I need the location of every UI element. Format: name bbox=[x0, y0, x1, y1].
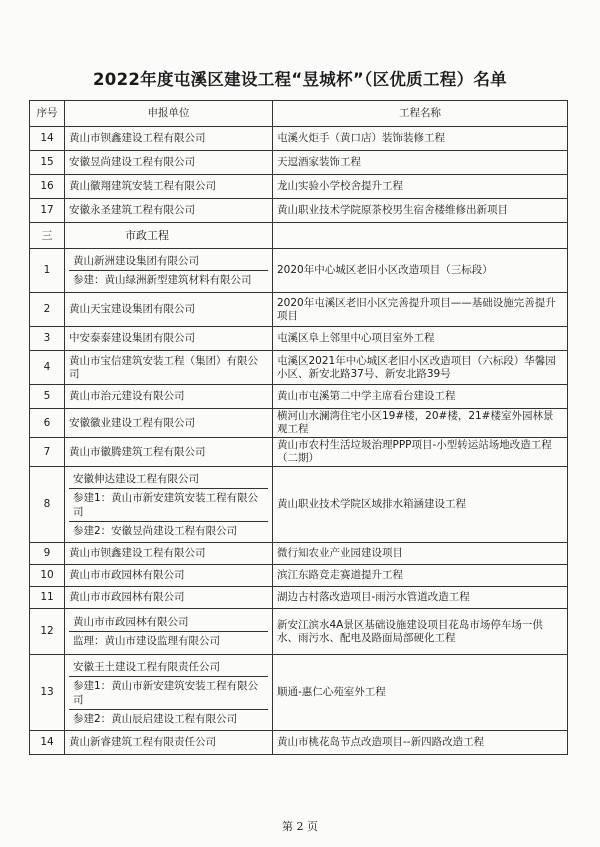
project-name: 滨江东路竞走赛道提升工程 bbox=[273, 565, 568, 587]
table-row bbox=[30, 609, 568, 655]
project-name: 新安江滨水4A景区基础设施建设项目花岛市场停车场一供水、雨污水、配电及路面局部硬化工程 bbox=[273, 609, 568, 655]
project-name: 黄山市屯溪第二中学主席看台建设工程 bbox=[273, 385, 568, 409]
project-name: 微行知农业产业园建设项目 bbox=[273, 543, 568, 565]
row-number: 10 bbox=[30, 565, 65, 587]
table-row bbox=[30, 543, 568, 565]
project-name: 横河山水澜湾住宅小区19#楼，20#楼，21#楼室外园林景观工程 bbox=[273, 409, 568, 438]
section-row bbox=[30, 223, 568, 249]
row-number: 5 bbox=[30, 385, 65, 409]
applicant-unit: 中安泰泰建设集团有限公司 bbox=[65, 327, 273, 351]
applicant-unit-line: 参建2：安徽昱尚建设工程有限公司 bbox=[73, 524, 238, 537]
header-unit: 申报单位 bbox=[65, 101, 273, 127]
applicant-unit-line: 黄山市市政园林有限公司 bbox=[69, 613, 268, 632]
applicant-unit: 黄山市徽腾建筑工程有限公司 bbox=[65, 438, 273, 467]
page-title: 2022年度屯溪区建设工程“昱城杯”（区优质工程）名单 bbox=[93, 70, 507, 89]
project-name: 2020年屯溪区老旧小区完善提升项目——基础设施完善提升项目 bbox=[273, 293, 568, 327]
section-number: 三 bbox=[30, 223, 65, 249]
applicant-units bbox=[65, 609, 273, 655]
table-row bbox=[30, 249, 568, 293]
row-number: 13 bbox=[30, 655, 65, 731]
project-name: 龙山实验小学校舍提升工程 bbox=[273, 175, 568, 199]
table-row bbox=[30, 127, 568, 151]
table-row bbox=[30, 293, 568, 327]
table-row bbox=[30, 151, 568, 175]
row-number: 11 bbox=[30, 587, 65, 609]
applicant-unit-line: 安徽伸达建设工程有限公司 bbox=[69, 470, 268, 489]
applicant-unit-line: 黄山新洲建设集团有限公司 bbox=[69, 252, 268, 271]
applicant-unit: 黄山徽翔建筑安装工程有限公司 bbox=[65, 175, 273, 199]
table-row bbox=[30, 655, 568, 731]
applicant-unit-line: 参建1：黄山市新安建筑安装工程有限公司 bbox=[69, 677, 268, 710]
row-number: 14 bbox=[30, 127, 65, 151]
row-number: 9 bbox=[30, 543, 65, 565]
table-row bbox=[30, 199, 568, 223]
row-number: 2 bbox=[30, 293, 65, 327]
applicant-unit: 黄山市市政园林有限公司 bbox=[65, 587, 273, 609]
table-row bbox=[30, 385, 568, 409]
applicant-units bbox=[65, 249, 273, 293]
project-name: 顺通-惠仁心苑室外工程 bbox=[273, 655, 568, 731]
row-number: 15 bbox=[30, 151, 65, 175]
row-number: 12 bbox=[30, 609, 65, 655]
award-list-table bbox=[29, 100, 568, 755]
project-name: 2020年中心城区老旧小区改造项目（三标段） bbox=[273, 249, 568, 293]
project-name: 黄山市桃花岛节点改造项目--新四路改造工程 bbox=[273, 731, 568, 755]
row-number: 1 bbox=[30, 249, 65, 293]
applicant-unit: 安徽昱尚建设工程有限公司 bbox=[65, 151, 273, 175]
applicant-unit: 黄山市钡鑫建设工程有限公司 bbox=[65, 543, 273, 565]
project-name: 屯溪区阜上邻里中心项目室外工程 bbox=[273, 327, 568, 351]
header-project: 工程名称 bbox=[273, 101, 568, 127]
project-name: 湖边古村落改造项目-雨污水管道改造工程 bbox=[273, 587, 568, 609]
row-number: 6 bbox=[30, 409, 65, 438]
row-number: 16 bbox=[30, 175, 65, 199]
project-name: 黄山职业技术学院区域排水箱涵建设工程 bbox=[273, 467, 568, 543]
applicant-unit-line: 安徽王土建设工程有限责任公司 bbox=[69, 658, 268, 677]
applicant-unit: 黄山市治元建设有限公司 bbox=[65, 385, 273, 409]
applicant-units bbox=[65, 655, 273, 731]
row-number: 4 bbox=[30, 351, 65, 385]
table-row bbox=[30, 438, 568, 467]
table-row bbox=[30, 565, 568, 587]
row-number: 14 bbox=[30, 731, 65, 755]
row-number: 7 bbox=[30, 438, 65, 467]
section-empty-cell bbox=[273, 223, 568, 249]
project-name: 屯溪火炬手（黄口店）装饰装修工程 bbox=[273, 127, 568, 151]
row-number: 3 bbox=[30, 327, 65, 351]
applicant-unit-line: 参建2：黄山辰启建设工程有限公司 bbox=[73, 712, 238, 725]
applicant-units bbox=[65, 467, 273, 543]
table-row bbox=[30, 327, 568, 351]
applicant-unit-line: 监理：黄山市建设监理有限公司 bbox=[73, 635, 220, 647]
applicant-unit-line: 参建1：黄山市新安建筑安装工程有限公司 bbox=[69, 489, 268, 522]
applicant-unit: 黄山市钡鑫建设工程有限公司 bbox=[65, 127, 273, 151]
applicant-unit: 黄山天宝建设集团有限公司 bbox=[65, 293, 273, 327]
applicant-unit: 安徽永圣建筑工程有限公司 bbox=[65, 199, 273, 223]
row-number: 8 bbox=[30, 467, 65, 543]
table-row bbox=[30, 409, 568, 438]
project-name: 天逗酒家装饰工程 bbox=[273, 151, 568, 175]
table-row bbox=[30, 587, 568, 609]
table-row bbox=[30, 731, 568, 755]
applicant-unit: 黄山市宝信建筑安装工程（集团）有限公司 bbox=[65, 351, 273, 385]
table-row bbox=[30, 351, 568, 385]
section-name: 市政工程 bbox=[65, 223, 273, 249]
project-name: 屯溪区2021年中心城区老旧小区改造项目（六标段）华馨园小区、新安北路37号、新安北路39号 bbox=[273, 351, 568, 385]
page-number: 第 2 页 bbox=[282, 820, 318, 833]
applicant-unit-line: 参建：黄山绿洲新型建筑材料有限公司 bbox=[73, 274, 252, 286]
row-number: 17 bbox=[30, 199, 65, 223]
applicant-unit: 安徽徽业建设工程有限公司 bbox=[65, 409, 273, 438]
applicant-unit: 黄山市市政园林有限公司 bbox=[65, 565, 273, 587]
table-row bbox=[30, 175, 568, 199]
header-no: 序号 bbox=[30, 101, 65, 127]
applicant-unit: 黄山新睿建筑工程有限责任公司 bbox=[65, 731, 273, 755]
table-row bbox=[30, 467, 568, 543]
header-row bbox=[30, 101, 568, 127]
project-name: 黄山职业技术学院原茶校男生宿舍楼维修出新项目 bbox=[273, 199, 568, 223]
project-name: 黄山市农村生活垃圾治理PPP项目-小型转运站场地改造工程（二期） bbox=[273, 438, 568, 467]
